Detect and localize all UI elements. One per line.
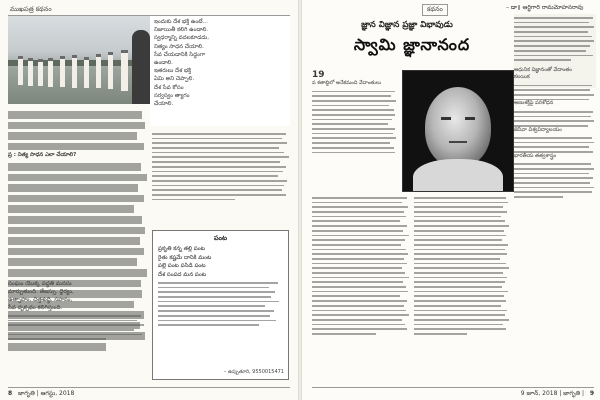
middle-column-text [152, 130, 290, 226]
poem-box [152, 230, 289, 380]
dropcap: 19 [312, 70, 325, 80]
right-intro-text [312, 70, 398, 190]
intro-line: వ శతాబ్దిలో అనేకమంది వేదాంతులు [312, 80, 382, 86]
parade-photo [8, 16, 150, 104]
highlight-line: ఉత్సాహం, చిత్తశుద్ధి, సహనం, [8, 297, 73, 303]
quote-line: ఇతరులు దేశ భక్తి [154, 68, 192, 75]
left-footer [8, 387, 290, 398]
right-footer [312, 387, 594, 398]
quote-line: సేవ చేయడానికి సిద్ధంగా [154, 51, 206, 58]
left-page [0, 0, 298, 400]
quote-line: స్వధర్మాన్ని వదలకూడదు, [154, 35, 210, 42]
quote-line: ఇందుకు దేశ భక్తి ఉంటే... [154, 19, 208, 25]
article-subtitle: జ్ఞాన విజ్ఞాన ప్రజ్ఞా విభావుడు [361, 20, 453, 30]
question-heading: ప్ర : నిత్య సాధన ఎలా చేయాలి? [8, 152, 77, 159]
page-number: 9 [589, 390, 594, 397]
poem-line: పల్లె పంట పసిడి పంట [158, 263, 206, 269]
highlight-line: సేవ దృక్పథం కలిగిస్తుంది. [8, 305, 63, 311]
sidebar-line: భారతీయ తత్వశాస్త్రం [514, 152, 557, 159]
quote-line: దేశ సేవ కోసం [154, 84, 184, 91]
quote-line: ఏమి అని చెప్పాలి. [154, 76, 195, 83]
author-byline: – డా॥ ఆర్జిగారి రామమోహనరావు [506, 4, 584, 11]
left-header [8, 3, 290, 16]
left-column-text [8, 108, 148, 276]
section-label: ముఖపత్ర కథనం [10, 5, 52, 13]
right-column-2 [414, 194, 510, 382]
sidebar-line: జెనీవా విశ్వవిద్యాలయం [514, 126, 562, 133]
section-tag: కథనం [422, 4, 448, 16]
quote-line: నిజాయితీ కలిగి ఉండాలి. [154, 27, 209, 34]
quote-line: సర్వస్వం త్యాగం [154, 92, 190, 99]
portrait-photo [402, 70, 514, 192]
poem-line: రైతు కష్టమే దానికి మంట [158, 254, 212, 261]
right-sidebar-text [514, 14, 596, 384]
right-column-1 [312, 194, 410, 382]
right-page [302, 0, 600, 400]
footer-publication: జాగృతి | ఆగస్టు, 2018 [18, 390, 75, 397]
quote-line: ఉండాలి. [154, 60, 173, 67]
poem-line: ప్రకృతి కన్న తల్లి పంట [158, 246, 205, 252]
quote-line: నిత్యం సాధన చేయాలి. [154, 43, 204, 50]
footer-publication: 9 జూన్, 2018 | జాగృతి | [520, 390, 584, 397]
quote-line: చేయాలి. [154, 101, 174, 108]
highlight-line: మార్చుతుంది. తేజస్సు, ధైర్యం, [8, 289, 74, 295]
highlight-text [8, 280, 148, 376]
highlight-line: సంఘం యొక్క పద్ధతి మనసు [8, 281, 72, 287]
sidebar-line: అణుశక్తిపై పరిశోధన [514, 100, 554, 107]
poem-line: దేశ సంపద మన పంట [158, 271, 207, 278]
article-title: స్వామి జ్ఞానానంద [353, 35, 471, 54]
sidebar-line: కలయిక [514, 74, 530, 81]
page-number: 8 [8, 390, 13, 397]
sidebar-line: ఆధునిక విజ్ఞానంతో వేదాంతం [514, 66, 572, 73]
quote-box [150, 16, 290, 126]
poem-credit: – ఉప్పుతూరి, 9550015471 [223, 369, 284, 375]
poem-title: పంట [214, 234, 227, 242]
